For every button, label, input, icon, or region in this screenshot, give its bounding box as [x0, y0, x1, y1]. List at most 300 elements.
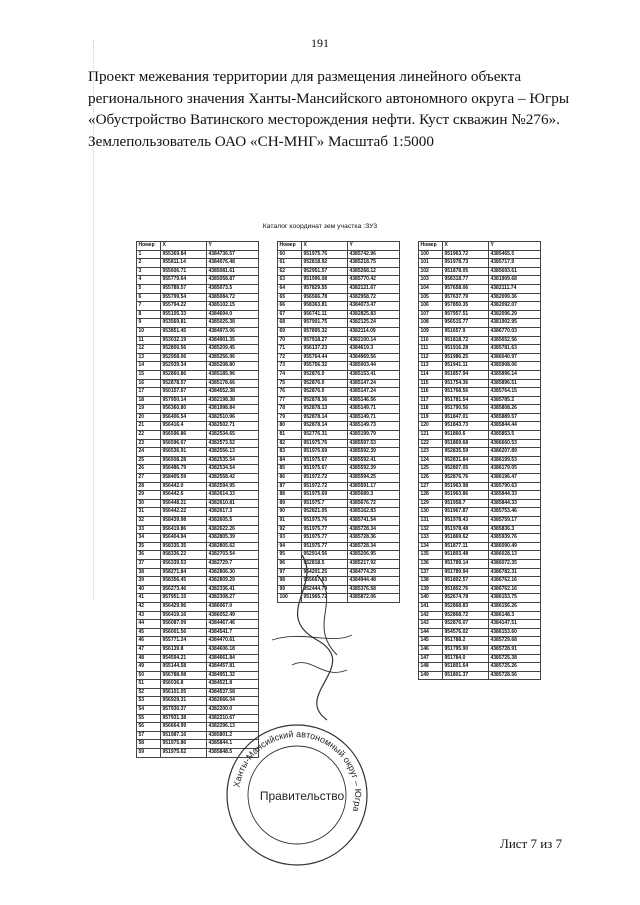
y-coordinate: 4381902.95	[489, 319, 541, 328]
x-coordinate: 951975.76	[302, 439, 348, 448]
x-coordinate: 951978.48	[443, 525, 489, 534]
x-coordinate: 952878.14	[302, 413, 348, 422]
table-row	[278, 525, 400, 534]
x-coordinate: 951978.43	[443, 517, 489, 526]
point-number: 82	[278, 439, 302, 448]
point-number: 126	[419, 474, 443, 483]
y-coordinate: 4385728.34	[348, 542, 400, 551]
point-number: 27	[137, 474, 161, 483]
point-number: 34	[137, 534, 161, 543]
y-coordinate: 4384973.06	[207, 327, 259, 336]
point-number: 29	[137, 491, 161, 500]
y-coordinate: 4385764.15	[489, 388, 541, 397]
point-number: 147	[419, 654, 443, 663]
y-coordinate: 4385081.61	[207, 267, 259, 276]
x-coordinate: 951843.73	[443, 422, 489, 431]
table-row	[419, 310, 541, 319]
y-coordinate: 4384147.51	[489, 620, 541, 629]
x-coordinate: 955771.24	[161, 637, 207, 646]
y-coordinate: 4381998.84	[207, 405, 259, 414]
point-number: 111	[419, 345, 443, 354]
y-coordinate: 4386028.13	[489, 551, 541, 560]
y-coordinate: 4386153.60	[489, 628, 541, 637]
y-coordinate: 4382200.0	[207, 706, 259, 715]
x-coordinate: 951975.67	[302, 456, 348, 465]
point-number: 43	[137, 611, 161, 620]
y-coordinate: 4382605.5	[207, 517, 259, 526]
y-coordinate: 4382100.14	[348, 336, 400, 345]
y-coordinate: 4386067.0	[207, 602, 259, 611]
point-number: 28	[137, 482, 161, 491]
point-number: 108	[419, 319, 443, 328]
table-row	[278, 302, 400, 311]
x-coordinate: 952876.0	[302, 370, 348, 379]
point-number: 132	[419, 525, 443, 534]
point-number: 121	[419, 431, 443, 440]
page-number: 191	[311, 36, 329, 50]
point-number: 32	[137, 517, 161, 526]
x-coordinate: 952868.72	[443, 611, 489, 620]
y-coordinate: 4384457.81	[207, 663, 259, 672]
x-coordinate: 952831.84	[443, 456, 489, 465]
y-coordinate: 4385058.87	[207, 276, 259, 285]
point-number: 92	[278, 525, 302, 534]
table-row	[278, 336, 400, 345]
x-coordinate: 956596.86	[161, 431, 207, 440]
x-coordinate: 955756.32	[302, 362, 348, 371]
x-coordinate: 952878.57	[161, 379, 207, 388]
y-coordinate: 4386207.89	[489, 448, 541, 457]
point-number: 79	[278, 413, 302, 422]
y-coordinate: 4385753.46	[489, 508, 541, 517]
point-number: 149	[419, 671, 443, 680]
table-row	[137, 319, 259, 328]
x-coordinate: 957901.75	[302, 319, 348, 328]
x-coordinate: 951972.72	[302, 474, 348, 483]
y-coordinate: 4382534.54	[207, 465, 259, 474]
point-number: 135	[419, 551, 443, 560]
point-number: 55	[137, 714, 161, 723]
column-header: Номер	[419, 242, 443, 251]
point-number: 46	[137, 637, 161, 646]
point-number: 45	[137, 628, 161, 637]
coordinate-table-3	[418, 241, 541, 680]
y-coordinate: 4385153.41	[348, 370, 400, 379]
point-number: 104	[419, 284, 443, 293]
table-row	[419, 370, 541, 379]
sheet-label: Лист 7 из 7	[500, 836, 563, 851]
y-coordinate: 4385199.79	[348, 431, 400, 440]
point-number: 133	[419, 534, 443, 543]
point-number: 123	[419, 448, 443, 457]
y-coordinate: 4385844.1	[207, 740, 259, 749]
point-number: 63	[278, 276, 302, 285]
y-coordinate: 4384537.58	[207, 688, 259, 697]
table-row	[419, 456, 541, 465]
y-coordinate: 4385268.12	[348, 267, 400, 276]
y-coordinate: 4382809.29	[207, 577, 259, 586]
point-number: 90	[278, 508, 302, 517]
x-coordinate: 957957.51	[443, 310, 489, 319]
point-number: 65	[278, 293, 302, 302]
table-row	[419, 276, 541, 285]
y-coordinate: 4385147.24	[348, 388, 400, 397]
point-number: 78	[278, 405, 302, 414]
y-coordinate: 4385872.06	[348, 594, 400, 603]
point-number: 142	[419, 611, 443, 620]
x-coordinate: 951975.76	[302, 517, 348, 526]
x-coordinate: 951975.86	[161, 740, 207, 749]
point-number: 74	[278, 370, 302, 379]
point-number: 87	[278, 482, 302, 491]
x-coordinate: 952860.86	[161, 370, 207, 379]
y-coordinate: 4382502.71	[207, 422, 259, 431]
y-coordinate: 4382198.38	[207, 396, 259, 405]
x-coordinate: 956139.8	[161, 645, 207, 654]
point-number: 140	[419, 594, 443, 603]
x-coordinate: 952876.07	[443, 620, 489, 629]
table-row	[419, 302, 541, 311]
x-coordinate: 951986.25	[443, 353, 489, 362]
point-number: 54	[137, 706, 161, 715]
table-row	[419, 293, 541, 302]
y-coordinate: 4385178.66	[207, 379, 259, 388]
point-number: 122	[419, 439, 443, 448]
point-number: 136	[419, 559, 443, 568]
point-number: 8	[137, 310, 161, 319]
y-coordinate: 4382666.04	[207, 697, 259, 706]
table-row	[137, 370, 259, 379]
y-coordinate: 4382535.54	[207, 456, 259, 465]
x-coordinate: 952776.31	[302, 431, 348, 440]
point-number: 21	[137, 422, 161, 431]
point-number: 6	[137, 293, 161, 302]
y-coordinate: 4385790.63	[489, 482, 541, 491]
table-row	[278, 259, 400, 268]
point-number: 52	[137, 688, 161, 697]
y-coordinate: 4382610.81	[207, 499, 259, 508]
y-coordinate: 4385844.33	[489, 491, 541, 500]
x-coordinate: 951790.56	[443, 405, 489, 414]
point-number: 113	[419, 362, 443, 371]
point-number: 51	[137, 680, 161, 689]
x-coordinate: 955811.14	[161, 259, 207, 268]
table-row	[137, 388, 259, 397]
y-coordinate: 4385725.26	[489, 663, 541, 672]
y-coordinate: 4386072.35	[489, 559, 541, 568]
x-coordinate: 951795.90	[443, 645, 489, 654]
table-row	[137, 250, 259, 259]
table-row	[278, 405, 400, 414]
y-coordinate: 4385217.92	[348, 559, 400, 568]
table-row	[419, 637, 541, 646]
x-coordinate: 952876.0	[302, 388, 348, 397]
table-row	[278, 319, 400, 328]
y-coordinate: 4382594.95	[207, 482, 259, 491]
table-row	[419, 353, 541, 362]
y-coordinate: 4384619.3	[348, 345, 400, 354]
heading-line: Землепользователь ОАО «СН-МНГ» Масштаб 1:5000	[88, 132, 434, 150]
x-coordinate: 951963.86	[443, 491, 489, 500]
point-number: 72	[278, 353, 302, 362]
x-coordinate: 957918.27	[302, 336, 348, 345]
x-coordinate: 951975.67	[302, 465, 348, 474]
x-coordinate: 951975.77	[302, 542, 348, 551]
point-number: 49	[137, 663, 161, 672]
table-row	[137, 336, 259, 345]
point-number: 119	[419, 413, 443, 422]
x-coordinate: 952914.56	[302, 551, 348, 560]
point-number: 42	[137, 602, 161, 611]
x-coordinate: 951869.62	[443, 534, 489, 543]
x-coordinate: 952674.78	[443, 594, 489, 603]
table-row	[419, 645, 541, 654]
y-coordinate: 4385889.57	[489, 413, 541, 422]
table-row	[137, 517, 259, 526]
y-coordinate: 4386770.03	[489, 327, 541, 336]
y-coordinate: 4385676.72	[348, 499, 400, 508]
point-number: 23	[137, 439, 161, 448]
table-row	[419, 534, 541, 543]
y-coordinate: 4385808.26	[489, 405, 541, 414]
table-row	[419, 336, 541, 345]
point-number: 85	[278, 465, 302, 474]
table-row	[137, 508, 259, 517]
table-row	[278, 345, 400, 354]
point-number: 3	[137, 267, 161, 276]
x-coordinate: 952800.56	[161, 345, 207, 354]
table-row	[419, 663, 541, 672]
x-coordinate: 956442.0	[161, 482, 207, 491]
x-coordinate: 955667.83	[302, 577, 348, 586]
x-coordinate: 951784.0	[443, 654, 489, 663]
y-coordinate: 4386179.05	[489, 465, 541, 474]
y-coordinate: 4385162.83	[348, 508, 400, 517]
x-coordinate: 951975.77	[302, 525, 348, 534]
table-row	[419, 671, 541, 680]
point-number: 7	[137, 302, 161, 311]
y-coordinate: 4384076.48	[207, 259, 259, 268]
seal-ring-text: Ханты-Мансийский автономный округ – Югра	[231, 728, 364, 813]
table-row	[419, 431, 541, 440]
y-coordinate: 4382096.29	[489, 310, 541, 319]
x-coordinate: 956404.94	[161, 534, 207, 543]
y-coordinate: 4385939.76	[489, 534, 541, 543]
y-coordinate: 4386052.49	[207, 611, 259, 620]
point-number: 110	[419, 336, 443, 345]
x-coordinate: 956416.4	[161, 422, 207, 431]
point-number: 17	[137, 388, 161, 397]
x-coordinate: 951802.57	[443, 577, 489, 586]
y-coordinate: 4382099.36	[489, 293, 541, 302]
point-number: 48	[137, 654, 161, 663]
x-coordinate: 951941.11	[443, 362, 489, 371]
y-coordinate: 4385848.5	[207, 749, 259, 758]
point-number: 99	[278, 585, 302, 594]
point-number: 103	[419, 276, 443, 285]
y-coordinate: 4385149.71	[348, 405, 400, 414]
point-number: 57	[137, 731, 161, 740]
y-coordinate: 4386153.75	[489, 594, 541, 603]
y-coordinate: 4385147.24	[348, 379, 400, 388]
y-coordinate: 4385206.95	[348, 551, 400, 560]
x-coordinate: 956788.08	[161, 671, 207, 680]
y-coordinate: 4386040.97	[489, 353, 541, 362]
y-coordinate: 4385801.2	[207, 731, 259, 740]
point-number: 106	[419, 302, 443, 311]
y-coordinate: 4384774.29	[348, 568, 400, 577]
y-coordinate: 4385725.38	[489, 654, 541, 663]
y-coordinate: 4381909.68	[489, 276, 541, 285]
table-row	[419, 250, 541, 259]
x-coordinate: 957951.15	[161, 594, 207, 603]
point-number: 127	[419, 482, 443, 491]
x-coordinate: 956566.78	[302, 293, 348, 302]
point-number: 64	[278, 284, 302, 293]
point-number: 131	[419, 517, 443, 526]
table-row	[137, 534, 259, 543]
y-coordinate: 4385652.56	[489, 336, 541, 345]
table-row	[419, 654, 541, 663]
table-row	[278, 534, 400, 543]
column-header: X	[302, 242, 348, 251]
table-row	[419, 482, 541, 491]
x-coordinate: 952878.14	[302, 422, 348, 431]
y-coordinate: 4384901.35	[207, 336, 259, 345]
y-coordinate: 4384694.0	[207, 310, 259, 319]
y-coordinate: 4382121.67	[348, 284, 400, 293]
point-number: 118	[419, 405, 443, 414]
table-row	[278, 517, 400, 526]
table-row	[278, 422, 400, 431]
point-number: 69	[278, 327, 302, 336]
x-coordinate: 951801.64	[443, 663, 489, 672]
y-coordinate: 4385218.75	[348, 259, 400, 268]
y-coordinate: 4385146.56	[348, 396, 400, 405]
x-coordinate: 955369.84	[161, 250, 207, 259]
column-header: Y	[489, 242, 541, 251]
x-coordinate: 951878.05	[443, 267, 489, 276]
point-number: 95	[278, 551, 302, 560]
table-row	[419, 465, 541, 474]
table-row	[419, 379, 541, 388]
y-coordinate: 4382336.41	[207, 585, 259, 594]
point-number: 124	[419, 456, 443, 465]
x-coordinate: 951781.54	[443, 396, 489, 405]
table-header-row	[278, 242, 400, 251]
y-coordinate: 4382296.13	[207, 723, 259, 732]
y-coordinate: 4385728.91	[489, 645, 541, 654]
x-coordinate: 958405.59	[161, 474, 207, 483]
table-row	[278, 465, 400, 474]
x-coordinate: 950157.67	[161, 388, 207, 397]
point-number: 56	[137, 723, 161, 732]
x-coordinate: 952958.06	[161, 353, 207, 362]
column-header: X	[443, 242, 489, 251]
table-row	[419, 345, 541, 354]
y-coordinate: 4382558.42	[207, 474, 259, 483]
x-coordinate: 956442.22	[161, 508, 207, 517]
table-row	[419, 585, 541, 594]
y-coordinate: 4385742.96	[348, 250, 400, 259]
y-coordinate: 4386156.26	[489, 602, 541, 611]
table-row	[419, 422, 541, 431]
y-coordinate: 4385592.39	[348, 448, 400, 457]
x-coordinate: 951789.94	[443, 568, 489, 577]
x-coordinate: 955779.64	[161, 276, 207, 285]
point-number: 68	[278, 319, 302, 328]
point-number: 58	[137, 740, 161, 749]
x-coordinate: 956036.8	[161, 680, 207, 689]
point-number: 125	[419, 465, 443, 474]
table-row	[137, 362, 259, 371]
point-number: 115	[419, 379, 443, 388]
point-number: 16	[137, 379, 161, 388]
y-coordinate: 4382210.67	[207, 714, 259, 723]
x-coordinate: 952951.57	[302, 267, 348, 276]
x-coordinate: 954201.25	[302, 568, 348, 577]
x-coordinate: 955789.57	[161, 284, 207, 293]
table-row	[278, 293, 400, 302]
table-row	[278, 388, 400, 397]
x-coordinate: 956442.6	[161, 491, 207, 500]
y-coordinate: 4385597.53	[348, 439, 400, 448]
y-coordinate: 4384736.57	[207, 250, 259, 259]
point-number: 33	[137, 525, 161, 534]
y-coordinate: 4382125.24	[348, 319, 400, 328]
x-coordinate: 951803.48	[443, 551, 489, 560]
x-coordinate: 958335.35	[161, 542, 207, 551]
point-number: 66	[278, 302, 302, 311]
y-coordinate: 4384951.32	[207, 671, 259, 680]
y-coordinate: 4385729.68	[489, 637, 541, 646]
heading-line: «Обустройство Ватинского месторождения нефти. Куст скважин №276».	[88, 111, 560, 128]
x-coordinate: 956406.54	[161, 413, 207, 422]
point-number: 128	[419, 491, 443, 500]
y-coordinate: 4385741.54	[348, 517, 400, 526]
table-row	[137, 465, 259, 474]
table-row	[137, 525, 259, 534]
heading-line: Проект межевания территории для размещения линейного объекта	[88, 68, 522, 85]
point-number: 60	[278, 250, 302, 259]
y-coordinate: 4385025.38	[207, 319, 259, 328]
table-row	[278, 499, 400, 508]
point-number: 47	[137, 645, 161, 654]
table-row	[419, 594, 541, 603]
y-coordinate: 4385084.72	[207, 293, 259, 302]
y-coordinate: 4385693.61	[489, 267, 541, 276]
heading-line: регионального значения Ханты-Мансийского автономного округа – Югры	[88, 89, 570, 107]
x-coordinate: 956741.11	[302, 310, 348, 319]
x-coordinate: 951965.72	[302, 594, 348, 603]
point-number: 12	[137, 345, 161, 354]
x-coordinate: 957658.06	[443, 284, 489, 293]
table-row	[137, 491, 259, 500]
x-coordinate: 957829.55	[302, 284, 348, 293]
y-coordinate: 4385896.14	[489, 370, 541, 379]
x-coordinate: 953569.81	[161, 319, 207, 328]
table-row	[419, 551, 541, 560]
x-coordinate: 951657.9	[443, 327, 489, 336]
table-row	[419, 568, 541, 577]
x-coordinate: 952835.59	[443, 448, 489, 457]
point-number: 13	[137, 353, 161, 362]
table-row	[419, 439, 541, 448]
x-coordinate: 951976.69	[302, 448, 348, 457]
point-number: 44	[137, 620, 161, 629]
point-number: 86	[278, 474, 302, 483]
y-coordinate: 4382703.54	[207, 551, 259, 560]
